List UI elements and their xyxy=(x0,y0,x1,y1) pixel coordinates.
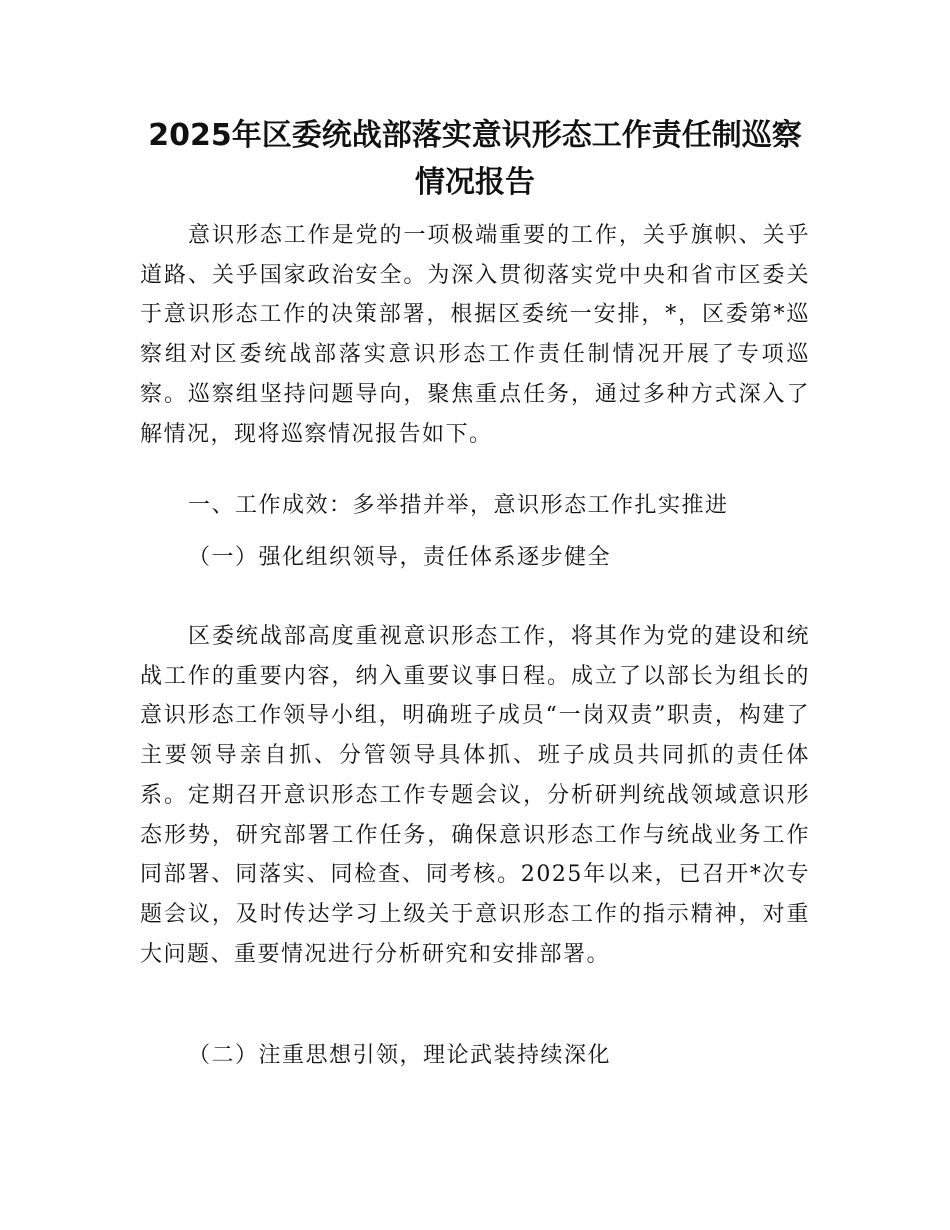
subsection-1-paragraph: 区委统战部高度重视意识形态工作，将其作为党的建设和统战工作的重要内容，纳入重要议事日程。成立了以部长为组长的意识形态工作领导小组，明确班子成员“一岗双责”职责，构建了主要领导亲自抓、分管领导具体抓、班子成员共同抓的责任体系。定期召开意识形态工作专题会议，分析研判统战领域意识形态形势，研究部署工作任务，确保意识形态工作与统战业务工作同部署、同落实、同检查、同考核。2025年以来，已召开*次专题会议，及时传达学习上级关于意识形态工作的指示精神，对重大问题、重要情况进行分析研究和安排部署。 xyxy=(140,624,810,967)
subsection-heading-2: （二）注重思想引领，理论武装持续深化 xyxy=(188,1043,612,1068)
subsection-heading-1: （一）强化组织领导，责任体系逐步健全 xyxy=(188,545,612,570)
section-heading-1: 一、工作成效：多举措并举，意识形态工作扎实推进 xyxy=(188,493,729,518)
document-title: 2025年区委统战部落实意识形态工作责任制巡察情况报告 xyxy=(148,118,802,200)
intro-paragraph: 意识形态工作是党的一项极端重要的工作，关乎旗帜、关乎道路、关乎国家政治安全。为深入贯彻落实党中央和省市区委关于意识形态工作的决策部署，根据区委统一安排，*，区委第*巡察组对区委统战部落实意识形态工作责任制情况开展了专项巡察。巡察组坚持问题导向，聚焦重点任务，通过多种方式深入了解情况，现将巡察情况报告如下。 xyxy=(140,223,810,447)
